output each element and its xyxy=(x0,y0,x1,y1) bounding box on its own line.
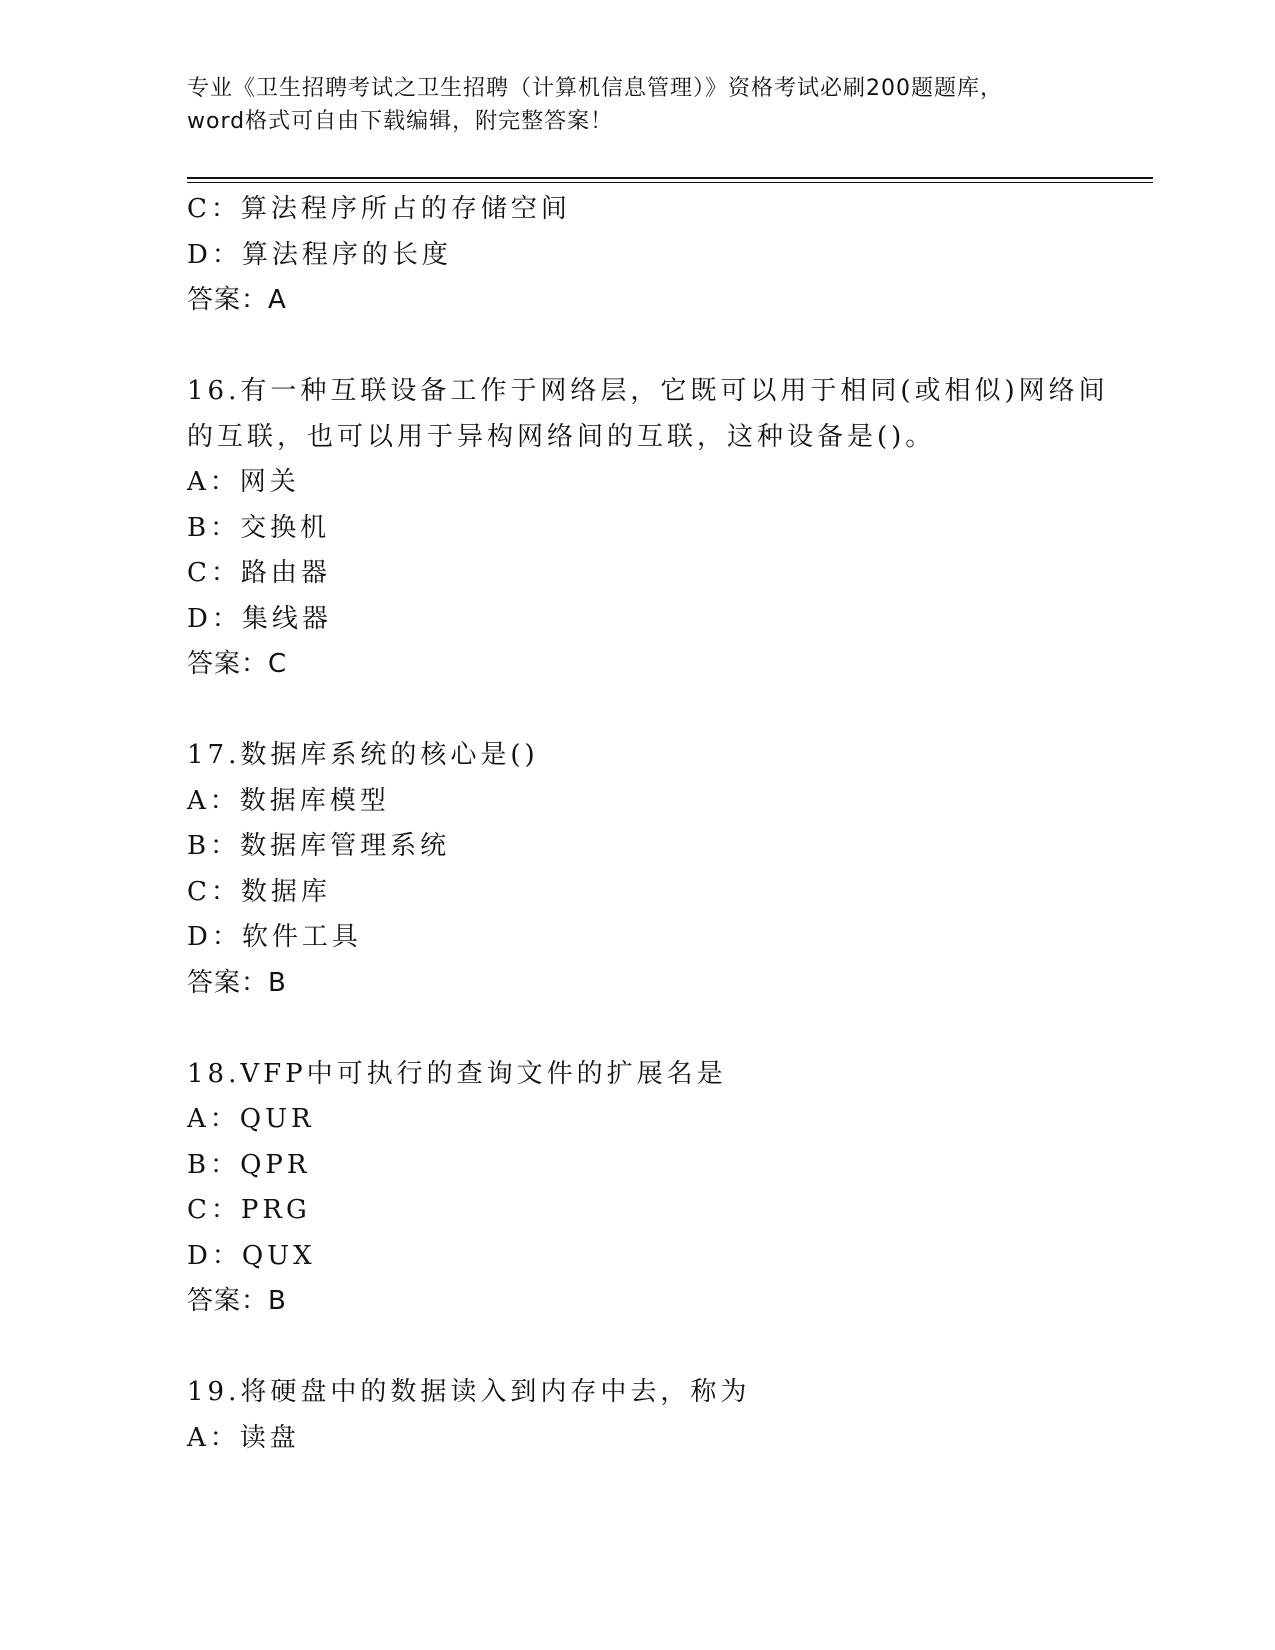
answer-line: 答案：C xyxy=(187,649,288,679)
answer-line: 答案：A xyxy=(187,285,287,315)
option-a: A：读盘 xyxy=(187,1422,300,1453)
document-body xyxy=(187,187,1147,1461)
option-a: A：QUR xyxy=(187,1104,315,1134)
option-b: B：QPR xyxy=(187,1149,311,1180)
option-c: C：数据库 xyxy=(187,876,331,907)
question-17 xyxy=(187,733,1147,1006)
question-stem-line-1: 16.有一种互联设备工作于网络层，它既可以用于相同(或相似)网络间 xyxy=(187,376,1109,406)
question-19 xyxy=(187,1370,1147,1461)
option-c: C：PRG xyxy=(187,1195,311,1225)
option-d: D：算法程序的长度 xyxy=(187,239,452,270)
option-a: A：网关 xyxy=(187,467,300,497)
header-divider xyxy=(187,177,1153,183)
option-d: D：QUX xyxy=(187,1240,316,1271)
question-stem-line-1: 18.VFP中可执行的查询文件的扩展名是 xyxy=(187,1058,727,1089)
option-c: C：路由器 xyxy=(187,558,331,588)
option-b: B：数据库管理系统 xyxy=(187,831,451,861)
question-18 xyxy=(187,1052,1147,1325)
option-d: D：软件工具 xyxy=(187,922,362,952)
question-16 xyxy=(187,369,1147,688)
answer-line: 答案：B xyxy=(187,1286,287,1316)
option-a: A：数据库模型 xyxy=(187,785,390,816)
answer-line: 答案：B xyxy=(187,967,287,998)
carryover-question xyxy=(187,187,1147,324)
option-b: B：交换机 xyxy=(187,512,331,543)
header-line-2: word格式可自由下载编辑，附完整答案！ xyxy=(187,109,614,134)
question-stem-line-1: 19.将硬盘中的数据读入到内存中去，称为 xyxy=(187,1377,751,1407)
option-c: C：算法程序所占的存储空间 xyxy=(187,194,571,224)
header-line-1: 专业《卫生招聘考试之卫生招聘（计算机信息管理）》资格考试必刷200题题库， xyxy=(187,76,1003,101)
option-d: D：集线器 xyxy=(187,603,332,634)
question-stem-line-2: 的互联，也可以用于异构网络间的互联，这种设备是()。 xyxy=(187,421,936,452)
question-stem-line-1: 17.数据库系统的核心是() xyxy=(187,740,539,770)
document-header xyxy=(187,72,1087,138)
